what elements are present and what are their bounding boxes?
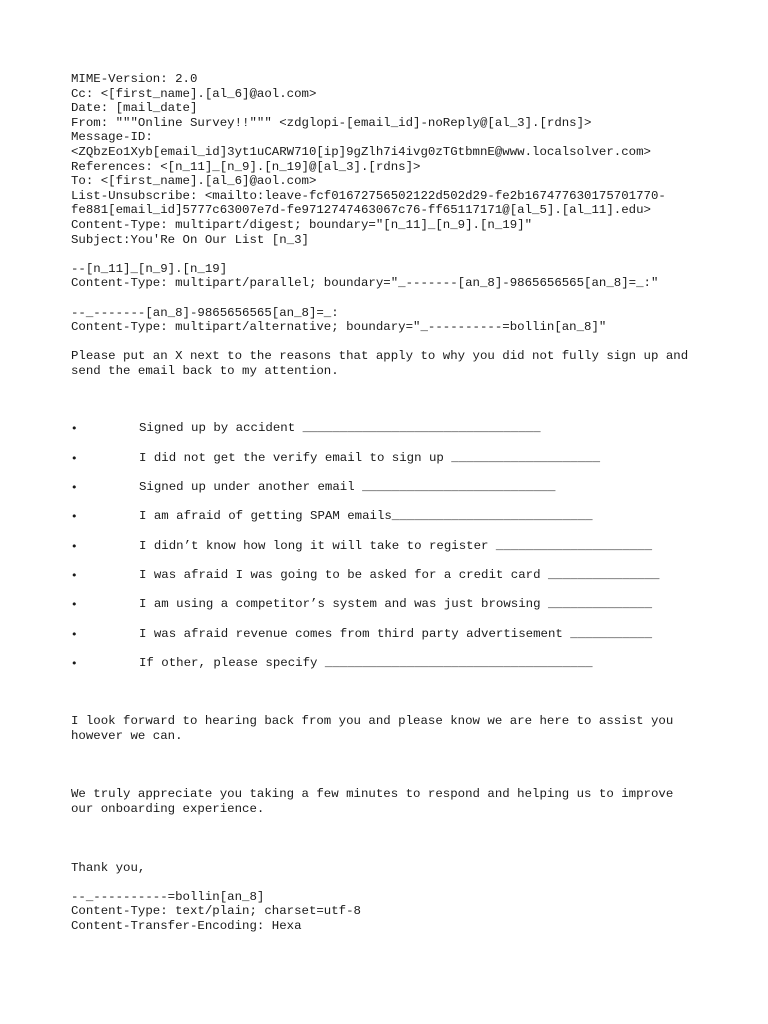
- reasons-list: [71, 421, 711, 685]
- reason-text: I didn’t know how long it will take to register _____________________: [139, 538, 653, 553]
- bullet-icon: •: [71, 510, 78, 524]
- list-item: [71, 568, 711, 597]
- bullet-icon: •: [71, 481, 78, 495]
- header-from: From: """Online Survey!!""" <zdglopi-[email_id]-noReply@[al_3].[rdns]>: [71, 115, 592, 130]
- header-message-id-value: <ZQbzEo1Xyb[email_id]3yt1uCARW710[ip]9gZlh7i4ivg0zTGtbmnE@www.localsolver.com>: [71, 144, 651, 159]
- boundary-line: --[n_11]_[n_9].[n_19]: [71, 261, 228, 276]
- boundary-line: --_----------=bollin[an_8]: [71, 889, 265, 904]
- bullet-icon: •: [71, 451, 78, 465]
- reason-text: Signed up under another email __________________________: [139, 480, 556, 495]
- boundary-line: --_-------[an_8]-9865656565[an_8]=_:: [71, 305, 339, 320]
- mime-part-1: [71, 262, 711, 291]
- header-subject: Subject:You'Re On Our List [n_3]: [71, 232, 309, 247]
- list-item: [71, 539, 711, 568]
- reason-text: I am using a competitor’s system and was just browsing ______________: [139, 597, 653, 612]
- bullet-icon: •: [71, 422, 78, 436]
- list-item: [71, 421, 711, 450]
- signoff: Thank you,: [71, 860, 146, 875]
- header-date: Date: [mail_date]: [71, 101, 198, 116]
- header-references: References: <[n_11]_[n_9].[n_19]@[al_3].[rdns]>: [71, 159, 421, 174]
- closing-paragraph-2: [71, 787, 711, 816]
- reason-text: I was afraid revenue comes from third party advertisement ___________: [139, 626, 653, 641]
- reason-text: I did not get the verify email to sign up ____________________: [139, 450, 601, 465]
- closing-line: our onboarding experience.: [71, 801, 265, 816]
- mime-part-2: [71, 306, 711, 335]
- list-item: [71, 597, 711, 626]
- header-message-id-label: Message-ID:: [71, 130, 153, 145]
- content-type-line: Content-Type: multipart/alternative; boundary="_----------=bollin[an_8]": [71, 320, 607, 335]
- header-list-unsubscribe: List-Unsubscribe: <mailto:leave-fcf01672756502122d502d29-fe2b167477630175701770-: [71, 188, 666, 203]
- reason-text: If other, please specify ____________________________________: [139, 655, 593, 670]
- closing-line: We truly appreciate you taking a few minutes to respond and helping us to improve: [71, 787, 674, 802]
- closing-line: however we can.: [71, 728, 183, 743]
- transfer-encoding-line: Content-Transfer-Encoding: Hexa: [71, 918, 302, 933]
- reason-text: I was afraid I was going to be asked for a credit card _______________: [139, 567, 660, 582]
- list-item: [71, 627, 711, 656]
- email-document: [71, 72, 711, 933]
- intro-paragraph: [71, 349, 711, 378]
- bullet-icon: •: [71, 627, 78, 641]
- header-content-type: Content-Type: multipart/digest; boundary="[n_11]_[n_9].[n_19]": [71, 217, 533, 232]
- list-item: [71, 451, 711, 480]
- bullet-icon: •: [71, 656, 78, 670]
- content-type-line: Content-Type: multipart/parallel; boundary="_-------[an_8]-9865656565[an_8]=_:": [71, 276, 659, 291]
- intro-line: Please put an X next to the reasons that apply to why you did not fully sign up and: [71, 349, 689, 364]
- closing-line: I look forward to hearing back from you and please know we are here to assist you: [71, 714, 674, 729]
- header-list-unsubscribe-cont: fe881[email_id]5777c63007e7d-fe9712747463067c76-ff65117171@[al_5].[al_11].edu>: [71, 203, 651, 218]
- reason-text: Signed up by accident ________________________________: [139, 421, 541, 436]
- reason-text: I am afraid of getting SPAM emails___________________________: [139, 509, 593, 524]
- bullet-icon: •: [71, 598, 78, 612]
- list-item: [71, 480, 711, 509]
- bullet-icon: •: [71, 568, 78, 582]
- header-mime-version: MIME-Version: 2.0: [71, 72, 198, 86]
- closing-paragraph-1: [71, 714, 711, 743]
- content-type-line: Content-Type: text/plain; charset=utf-8: [71, 904, 361, 919]
- header-cc: Cc: <[first_name].[al_6]@aol.com>: [71, 86, 317, 101]
- email-headers: [71, 72, 711, 247]
- list-item: [71, 509, 711, 538]
- intro-line: send the email back to my attention.: [71, 363, 339, 378]
- header-to: To: <[first_name].[al_6]@aol.com>: [71, 174, 317, 189]
- mime-footer: [71, 890, 711, 934]
- bullet-icon: •: [71, 539, 78, 553]
- list-item: [71, 656, 711, 685]
